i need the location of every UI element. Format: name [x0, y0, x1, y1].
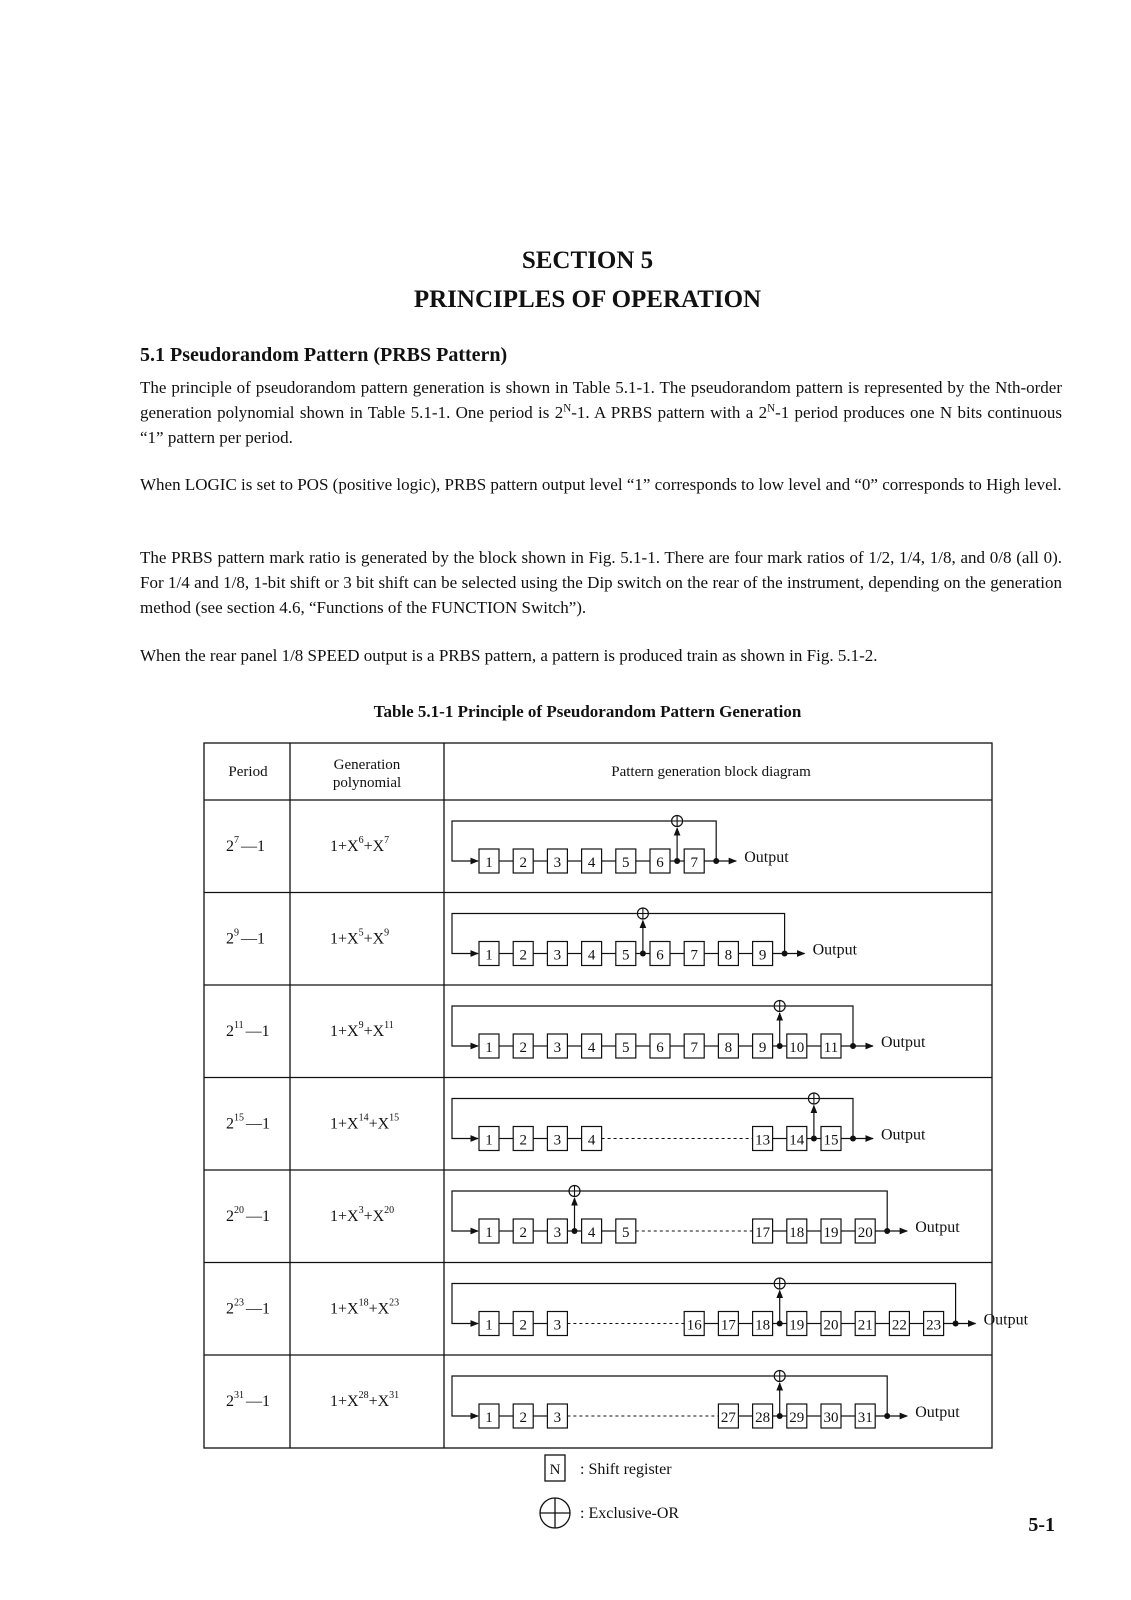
polynomial-cell: $1+X^{28}+X^{31}$	[330, 1390, 400, 1410]
period-cell: $2^7$ —1	[226, 835, 265, 855]
shift-register-label: 3	[553, 1317, 562, 1334]
table-row	[226, 1093, 926, 1151]
shift-register-label: 14	[789, 1132, 805, 1149]
shift-register-label: 1	[485, 1132, 493, 1149]
output-label: Output	[915, 1219, 960, 1236]
shift-register-label: 7	[690, 1040, 698, 1056]
output-label: Output	[812, 941, 858, 959]
block-diagram	[452, 1001, 926, 1059]
shift-register-label: 7	[690, 947, 698, 964]
shift-register-label: 18	[755, 1317, 771, 1334]
shift-register-label: 2	[519, 1225, 527, 1241]
shift-register-label: 19	[789, 1317, 805, 1334]
output-label: Output	[983, 1311, 1029, 1329]
shift-register-label: 22	[891, 1317, 907, 1334]
table-row	[226, 816, 789, 874]
polynomial-cell: $1+X^6+X^7$	[330, 835, 390, 855]
period-cell: $2^{20}$ —1	[226, 1205, 270, 1225]
shift-register-label: 6	[656, 1040, 664, 1056]
shift-register-label: 3	[553, 1225, 562, 1241]
shift-register-label: 3	[553, 1040, 562, 1056]
paragraph-4: When the rear panel 1/8 SPEED output is a PRBS pattern, a pattern is produced train as shown in Fig. 5.1-2.	[140, 646, 878, 665]
table-row	[226, 1186, 960, 1244]
output-label: Output	[881, 1126, 926, 1144]
shift-register-label: 2	[519, 1317, 527, 1334]
table-row	[226, 1278, 1029, 1336]
shift-register-label: 23	[926, 1317, 942, 1334]
block-diagram	[452, 1278, 1029, 1336]
block-diagram	[452, 1186, 960, 1244]
block-diagram	[452, 816, 789, 874]
page-number: 5-1	[1028, 1514, 1055, 1536]
shift-register-label: 4	[587, 855, 596, 871]
shift-register-label: 5	[622, 947, 630, 964]
xor-icon	[540, 1498, 570, 1528]
output-label: Output	[744, 849, 789, 866]
polynomial-cell: $1+X^{18}+X^{23}$	[330, 1297, 400, 1318]
output-label: Output	[915, 1404, 960, 1421]
shift-register-label: 29	[789, 1410, 805, 1426]
shift-register-label: 18	[789, 1225, 805, 1241]
shift-register-label: 2	[519, 1040, 527, 1056]
shift-register-label: 31	[857, 1410, 873, 1426]
shift-register-label: 1	[485, 947, 493, 964]
shift-register-label: 1	[485, 1410, 493, 1426]
shift-register-label: 7	[690, 855, 698, 871]
block-diagram	[452, 1371, 960, 1429]
shift-register-label: 3	[553, 947, 562, 964]
shift-register-label: 19	[823, 1225, 839, 1241]
shift-register-label: 28	[755, 1410, 771, 1426]
shift-register-label: 2	[519, 947, 527, 964]
shift-register-label: 15	[823, 1132, 839, 1149]
output-label: Output	[881, 1034, 926, 1051]
shift-register-label: 27	[720, 1410, 736, 1426]
paragraph-3: The PRBS pattern mark ratio is generated by the block shown in Fig. 5.1-1. There are four mark ratios of 1/2, 1/4, 1/8, and 0/8 (all 0). For 1/4 and 1/8, 1-bit shift or 3 bit shift can be selected using the Dip switch on the rear of the instrument, depending on the generation method (see section 4.6, “Functions of the FUNCTION Switch”).	[140, 548, 1062, 617]
paragraph-2: When LOGIC is set to POS (positive logic), PRBS pattern output level “1” corresponds to low level and “0” corresponds to High level.	[140, 475, 1062, 494]
block-diagram	[452, 1093, 926, 1151]
header-diagram: Pattern generation block diagram	[611, 764, 811, 780]
header-poly-line2: polynomial	[332, 775, 402, 791]
header-period: Period	[228, 764, 268, 780]
shift-register-label: 9	[758, 947, 767, 964]
section-number: SECTION 5	[521, 247, 654, 274]
table-row	[226, 908, 858, 966]
shift-register-label: 5	[622, 1225, 630, 1241]
table-row	[226, 1001, 926, 1059]
shift-register-label: 1	[485, 1225, 493, 1241]
shift-register-label: 6	[656, 947, 664, 964]
shift-register-label: 20	[857, 1225, 873, 1241]
shift-register-label: 17	[755, 1225, 771, 1241]
shift-register-label: 6	[656, 855, 664, 871]
shift-register-label: 2	[519, 1132, 527, 1149]
shift-register-label: 5	[622, 855, 630, 871]
shift-register-label: 9	[758, 1040, 767, 1056]
paragraph-1: The principle of pseudorandom pattern generation is shown in Table 5.1-1. The pseudorandom pattern is represented by the Nth-order generation polynomial shown in Table 5.1-1. One period is $2^N-1$. A PRBS pattern with a $2^N-1$ period produces one N bits continuous “1” pattern per period.	[140, 378, 1062, 447]
shift-register-label: 30	[823, 1410, 839, 1426]
polynomial-cell: $1+X^{14}+X^{15}$	[330, 1112, 400, 1133]
shift-register-label: 4	[587, 1132, 596, 1149]
shift-register-label: 1	[485, 1040, 493, 1056]
polynomial-cell: $1+X^5+X^9$	[330, 927, 390, 948]
legend-xor-text: : Exclusive-OR	[580, 1505, 680, 1522]
shift-register-label: 3	[553, 855, 562, 871]
shift-register-label: 10	[789, 1040, 805, 1056]
block-diagram	[452, 908, 858, 966]
period-cell: $2^{31}$ —1	[226, 1390, 270, 1410]
table-row	[226, 1371, 960, 1429]
table-caption: Table 5.1-1 Principle of Pseudorandom Pattern Generation	[373, 702, 802, 721]
shift-register-label: 1	[485, 855, 493, 871]
shift-register-label: 2	[519, 1410, 527, 1426]
legend-shift-text: : Shift register	[580, 1461, 672, 1478]
shift-register-label: 13	[755, 1132, 771, 1149]
section-title: PRINCIPLES OF OPERATION	[413, 286, 762, 313]
shift-register-label: 8	[724, 1040, 733, 1056]
shift-register-label: 2	[519, 855, 527, 871]
polynomial-cell: $1+X^3+X^{20}$	[330, 1205, 395, 1225]
period-cell: $2^{23}$ —1	[226, 1297, 270, 1318]
shift-register-label: 16	[686, 1317, 702, 1334]
polynomial-cell: $1+X^9+X^{11}$	[330, 1020, 394, 1040]
header-poly-line1: Generation	[333, 757, 401, 773]
period-cell: $2^{15}$ —1	[226, 1112, 270, 1133]
shift-register-label: 3	[553, 1410, 562, 1426]
subsection-heading: 5.1 Pseudorandom Pattern (PRBS Pattern)	[140, 344, 508, 366]
shift-register-label: 3	[553, 1132, 562, 1149]
shift-register-label: 17	[720, 1317, 736, 1334]
shift-register-label: 21	[857, 1317, 873, 1334]
period-cell: $2^{11}$ —1	[226, 1020, 270, 1040]
legend-shift-symbol: N	[549, 1462, 561, 1478]
shift-register-label: 20	[823, 1317, 839, 1334]
shift-register-label: 11	[823, 1040, 839, 1056]
shift-register-label: 4	[587, 1225, 596, 1241]
shift-register-label: 4	[587, 947, 596, 964]
period-cell: $2^9$ —1	[226, 927, 265, 948]
shift-register-label: 5	[622, 1040, 630, 1056]
shift-register-label: 8	[724, 947, 733, 964]
shift-register-label: 1	[485, 1317, 493, 1334]
shift-register-label: 4	[587, 1040, 596, 1056]
